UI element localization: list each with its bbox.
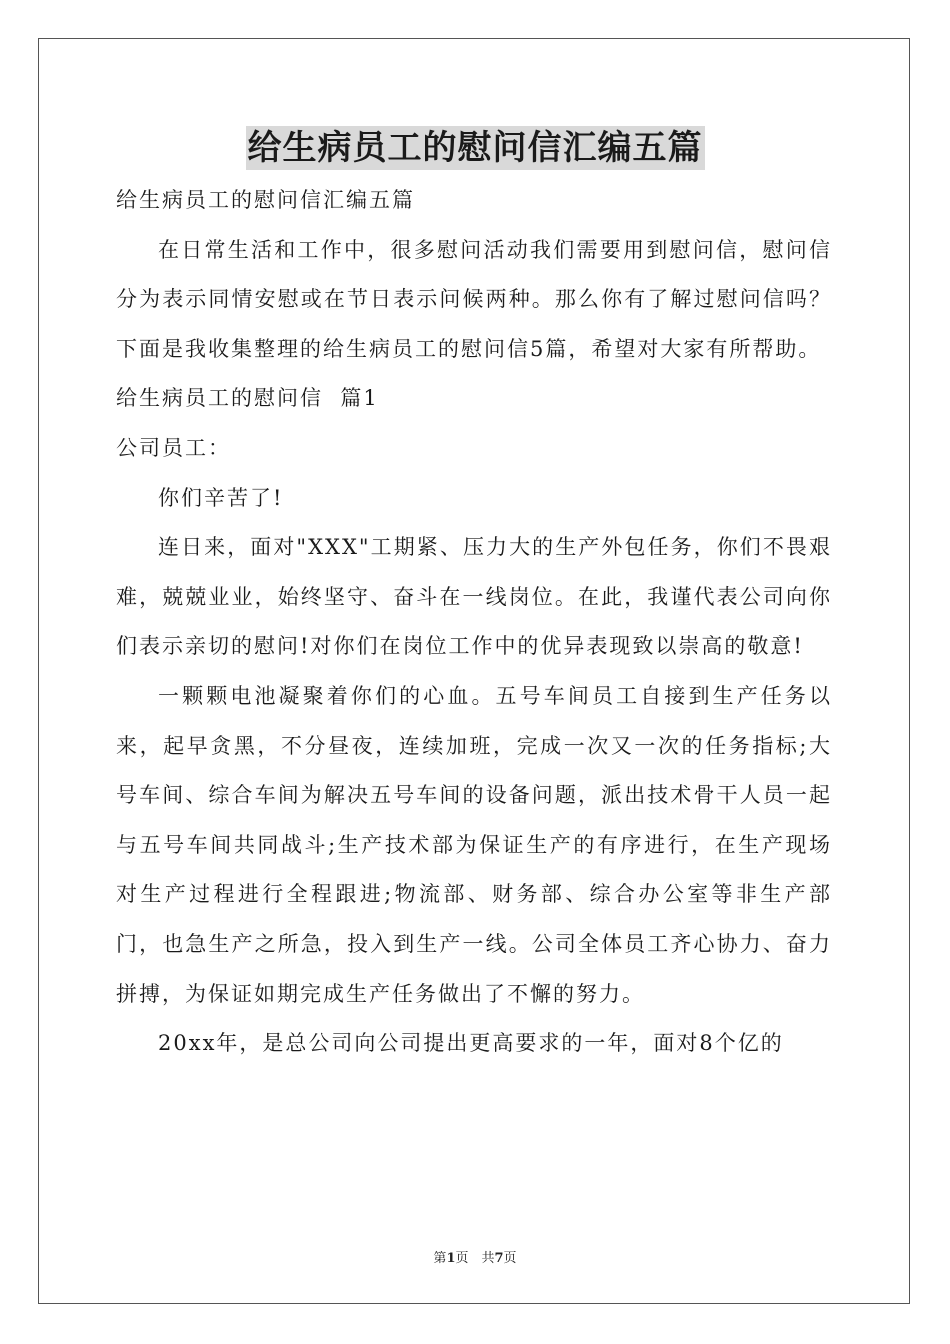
subtitle: 给生病员工的慰问信汇编五篇	[116, 188, 415, 212]
footer-prefix: 第	[433, 1251, 447, 1266]
salutation: 公司员工：	[116, 435, 231, 460]
intro-paragraph: 在日常生活和工作中，很多慰问活动我们需要用到慰问信，慰问信分为表示同情安慰或在节日表示问候两种。那么你有了解过慰问信吗？下面是我收集整理的给生病员工的慰问信5篇，希望对大家有所帮助。	[116, 237, 832, 361]
page-footer	[0, 1247, 950, 1266]
footer-suffix: 页	[503, 1251, 517, 1266]
document-title: 给生病员工的慰问信汇编五篇	[247, 128, 703, 168]
section-heading: 给生病员工的慰问信 篇1	[116, 386, 379, 411]
footer-current-page: 1	[446, 1251, 456, 1266]
footer-mid: 页 共	[455, 1251, 495, 1266]
document-body	[116, 176, 832, 1069]
body-paragraph: 连日来，面对"XXX"工期紧、压力大的生产外包任务，你们不畏艰难，兢兢业业，始终坚守、奋斗在一线岗位。在此，我谨代表公司向你们表示亲切的慰问!对你们在岗位工作中的优异表现致以崇高的敬意!	[116, 535, 832, 659]
greeting: 你们辛苦了!	[158, 485, 284, 510]
title-wrapper	[0, 126, 950, 170]
body-paragraph: 一颗颗电池凝聚着你们的心血。五号车间员工自接到生产任务以来，起早贪黑，不分昼夜，连续加班，完成一次又一次的任务指标;大号车间、综合车间为解决五号车间的设备问题，派出技术骨干人员一起与五号车间共同战斗;生产技术部为保证生产的有序进行，在生产现场对生产过程进行全程跟进;物流部、财务部、综合办公室等非生产部门，也急生产之所急，投入到生产一线。公司全体员工齐心协力、奋力拼搏，为保证如期完成生产任务做出了不懈的努力。	[116, 683, 832, 1006]
footer-total-pages: 7	[494, 1251, 504, 1266]
body-paragraph: 20xx年，是总公司向公司提出更高要求的一年，面对8个亿的	[158, 1031, 784, 1056]
